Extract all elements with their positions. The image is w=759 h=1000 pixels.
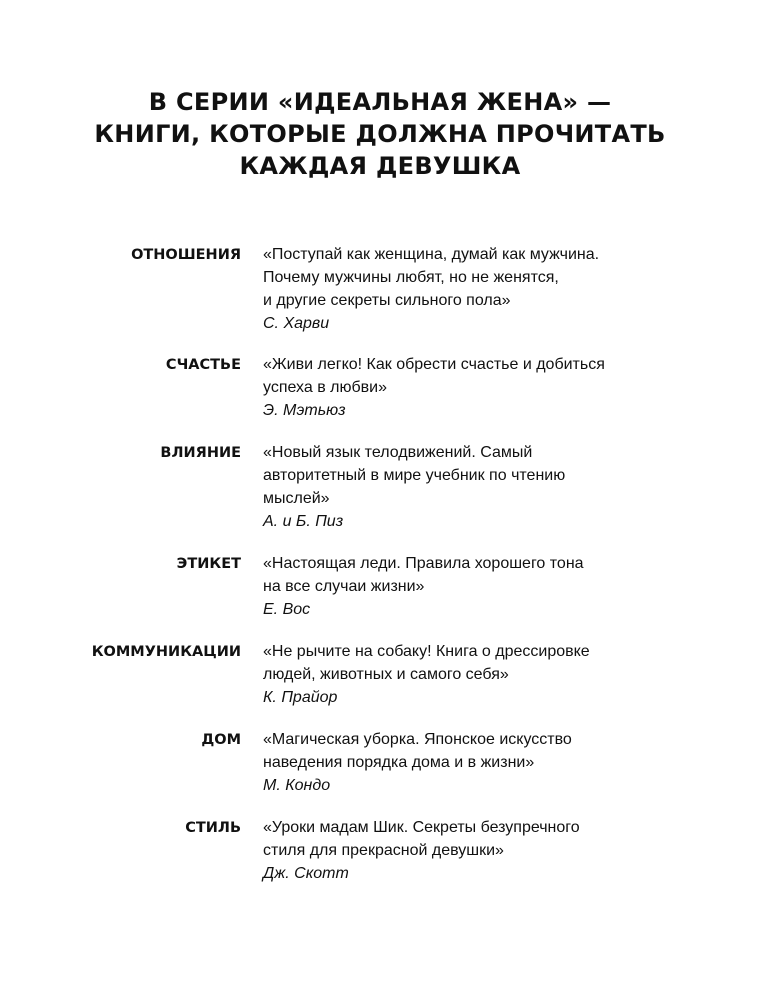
book-title-line: «Уроки мадам Шик. Секреты безупречного (263, 819, 580, 836)
category-label: СТИЛЬ (185, 820, 241, 836)
book-author: Э. Мэтьюз (263, 402, 346, 419)
book-info (263, 552, 733, 621)
book-author: М. Кондо (263, 777, 331, 794)
book-list (0, 243, 759, 885)
entry-spacer (0, 797, 759, 816)
book-title-line: «Не рычите на собаку! Книга о дрессировке (263, 643, 590, 660)
book-title-line: и другие секреты сильного пола» (263, 292, 511, 309)
book-info (263, 441, 733, 533)
book-title-line: «Настоящая леди. Правила хорошего тона (263, 555, 584, 572)
entry-spacer (0, 422, 759, 441)
book-entry-etiquette (0, 552, 759, 621)
entry-spacer (0, 533, 759, 552)
book-title-line: «Живи легко! Как обрести счастье и добиться (263, 356, 605, 373)
book-author: Е. Вос (263, 601, 311, 618)
category-label: КОММУНИКАЦИИ (91, 644, 241, 660)
book-title-line: на все случаи жизни» (263, 578, 425, 595)
book-title-line: людей, животных и самого себя» (263, 666, 509, 683)
book-title-line: «Новый язык телодвижений. Самый (263, 444, 533, 461)
book-author: А. и Б. Пиз (263, 513, 344, 530)
category-label: ОТНОШЕНИЯ (131, 247, 241, 263)
book-info (263, 728, 733, 797)
book-author: К. Прайор (263, 689, 338, 706)
book-title-line: стиля для прекрасной девушки» (263, 842, 504, 859)
book-title-line: мыслей» (263, 490, 330, 507)
book-author: Дж. Скотт (263, 865, 349, 882)
book-title-line: наведения порядка дома и в жизни» (263, 754, 535, 771)
category-label: ДОМ (201, 732, 241, 748)
heading-line: КАЖДАЯ ДЕВУШКА (239, 152, 521, 180)
entry-spacer (0, 709, 759, 728)
book-entry-style (0, 816, 759, 885)
book-title-line: Почему мужчины любят, но не женятся, (263, 269, 559, 286)
category-label: ВЛИЯНИЕ (160, 445, 241, 461)
book-title-line: успеха в любви» (263, 379, 387, 396)
book-info (263, 353, 733, 422)
book-entry-relationships (0, 243, 759, 335)
heading-line: КНИГИ, КОТОРЫЕ ДОЛЖНА ПРОЧИТАТЬ (94, 120, 666, 148)
book-author: С. Харви (263, 315, 330, 332)
book-entry-influence (0, 441, 759, 533)
book-info (263, 816, 733, 885)
page-heading (40, 86, 720, 182)
book-entry-communication (0, 640, 759, 709)
book-info (263, 243, 733, 335)
category-label: ЭТИКЕТ (176, 556, 241, 572)
heading-line: В СЕРИИ «ИДЕАЛЬНАЯ ЖЕНА» — (148, 88, 612, 116)
entry-spacer (0, 621, 759, 640)
book-title-line: «Поступай как женщина, думай как мужчина. (263, 246, 600, 263)
entry-spacer (0, 335, 759, 353)
book-info (263, 640, 733, 709)
book-entry-happiness (0, 353, 759, 422)
book-title-line: «Магическая уборка. Японское искусство (263, 731, 572, 748)
book-title-line: авторитетный в мире учебник по чтению (263, 467, 566, 484)
category-label: СЧАСТЬЕ (165, 357, 241, 373)
book-entry-home (0, 728, 759, 797)
